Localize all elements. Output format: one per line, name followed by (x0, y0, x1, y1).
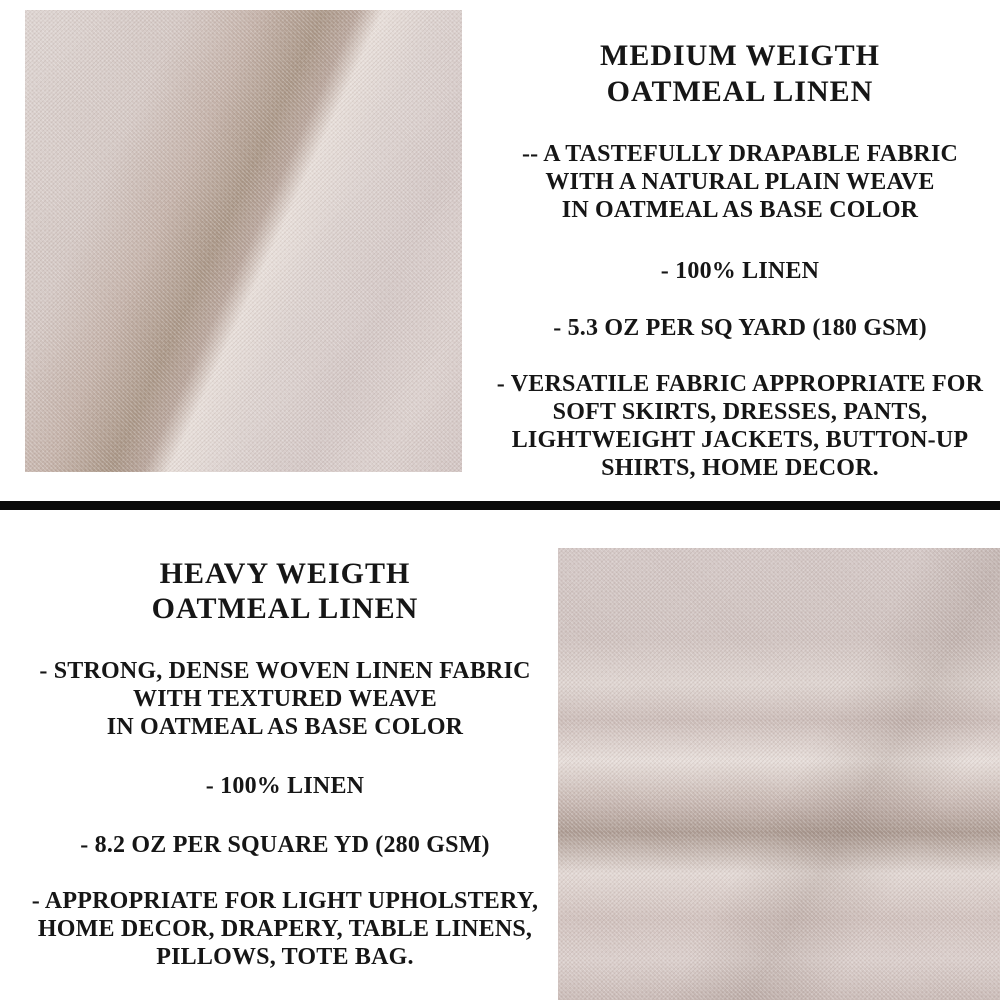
heavy-linen-photo (558, 548, 1000, 1000)
medium-linen-title (470, 38, 1000, 110)
heavy-linen-description (10, 657, 560, 741)
heavy-description-line-1: - STRONG, DENSE WOVEN LINEN FABRIC (39, 658, 531, 684)
medium-linen-composition: - 100% LINEN (660, 258, 820, 284)
heavy-title-line-1: HEAVY WEIGTH (159, 557, 411, 590)
medium-uses-line-3: LIGHTWEIGHT JACKETS, BUTTON-UP (511, 427, 969, 453)
heavy-description-line-3: IN OATMEAL AS BASE COLOR (106, 714, 464, 740)
heavy-linen-uses (10, 887, 560, 971)
medium-title-line-1: MEDIUM WEIGTH (600, 39, 880, 72)
medium-linen-uses (470, 370, 1000, 482)
medium-linen-photo (25, 10, 462, 472)
heavy-description-line-2: WITH TEXTURED WEAVE (133, 686, 437, 712)
heavy-linen-composition: - 100% LINEN (205, 773, 365, 799)
medium-title-line-2: OATMEAL LINEN (606, 75, 874, 108)
medium-linen-text-column (470, 38, 1000, 482)
medium-linen-weight: - 5.3 OZ PER SQ YARD (180 GSM) (553, 315, 927, 341)
medium-description-line-3: IN OATMEAL AS BASE COLOR (561, 197, 919, 223)
heavy-uses-line-2: HOME DECOR, DRAPERY, TABLE LINENS, (37, 916, 533, 942)
heavy-linen-title (10, 556, 560, 626)
heavy-linen-weight: - 8.2 OZ PER SQUARE YD (280 GSM) (80, 832, 490, 858)
medium-uses-line-1: - VERSATILE FABRIC APPROPRIATE FOR (496, 371, 984, 397)
heavy-uses-line-1: - APPROPRIATE FOR LIGHT UPHOLSTERY, (31, 888, 539, 914)
medium-linen-description (470, 140, 1000, 224)
medium-description-line-1: -- A TASTEFULLY DRAPABLE FABRIC (521, 141, 959, 167)
heavy-linen-text-column (10, 556, 560, 971)
section-divider (0, 501, 1000, 510)
medium-description-line-2: WITH A NATURAL PLAIN WEAVE (545, 169, 935, 195)
medium-uses-line-2: SOFT SKIRTS, DRESSES, PANTS, (552, 399, 928, 425)
medium-uses-line-4: SHIRTS, HOME DECOR. (601, 455, 879, 481)
heavy-title-line-2: OATMEAL LINEN (151, 592, 419, 625)
heavy-uses-line-3: PILLOWS, TOTE BAG. (156, 944, 414, 970)
